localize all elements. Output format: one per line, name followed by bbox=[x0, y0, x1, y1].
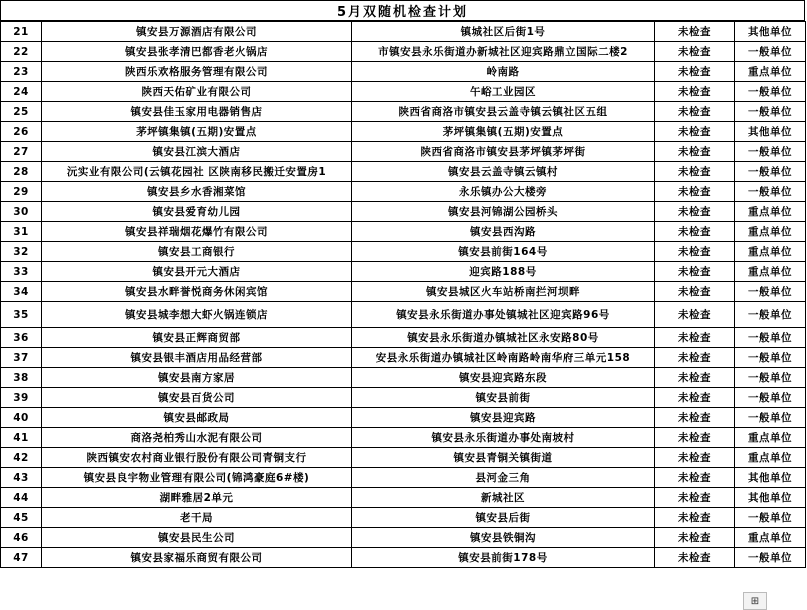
cell-unit-name[interactable]: 茅坪镇集镇(五期)安置点 bbox=[42, 122, 352, 142]
cell-row-number[interactable]: 23 bbox=[1, 62, 42, 82]
table-row bbox=[1, 82, 806, 102]
cell-row-number[interactable]: 43 bbox=[1, 468, 42, 488]
cell-unit-name[interactable]: 镇安县工商银行 bbox=[42, 242, 352, 262]
cell-row-number[interactable]: 46 bbox=[1, 528, 42, 548]
table-row bbox=[1, 182, 806, 202]
cell-address[interactable]: 市镇安县永乐街道办新城社区迎宾路鼎立国际二楼2 bbox=[352, 42, 655, 62]
cell-status[interactable]: 未检查 bbox=[655, 328, 735, 348]
cell-unit-name[interactable]: 湖畔雅居2单元 bbox=[42, 488, 352, 508]
cell-row-number[interactable]: 24 bbox=[1, 82, 42, 102]
cell-address[interactable]: 镇安县青铜关镇街道 bbox=[352, 448, 655, 468]
cell-unit-type[interactable]: 一般单位 bbox=[735, 368, 806, 388]
cell-row-number[interactable]: 34 bbox=[1, 282, 42, 302]
paste-options-icon[interactable]: ⊞ bbox=[743, 592, 767, 610]
cell-status[interactable]: 未检查 bbox=[655, 468, 735, 488]
cell-unit-name[interactable]: 镇安县邮政局 bbox=[42, 408, 352, 428]
cell-unit-name[interactable]: 镇安县民生公司 bbox=[42, 528, 352, 548]
table-row bbox=[1, 222, 806, 242]
cell-row-number[interactable]: 25 bbox=[1, 102, 42, 122]
cell-unit-type[interactable]: 重点单位 bbox=[735, 428, 806, 448]
cell-unit-type[interactable]: 一般单位 bbox=[735, 408, 806, 428]
cell-status[interactable]: 未检查 bbox=[655, 348, 735, 368]
cell-address[interactable]: 镇安县铁铜沟 bbox=[352, 528, 655, 548]
cell-unit-name[interactable]: 镇安县家福乐商贸有限公司 bbox=[42, 548, 352, 568]
cell-unit-name[interactable]: 镇安县乡水香湘菜馆 bbox=[42, 182, 352, 202]
table-row bbox=[1, 102, 806, 122]
cell-status[interactable]: 未检查 bbox=[655, 282, 735, 302]
cell-unit-type[interactable]: 一般单位 bbox=[735, 102, 806, 122]
cell-unit-name[interactable]: 镇安县银丰酒店用品经营部 bbox=[42, 348, 352, 368]
cell-row-number[interactable]: 29 bbox=[1, 182, 42, 202]
table-row bbox=[1, 508, 806, 528]
cell-row-number[interactable]: 31 bbox=[1, 222, 42, 242]
table-row bbox=[1, 468, 806, 488]
cell-unit-type[interactable]: 一般单位 bbox=[735, 508, 806, 528]
cell-address[interactable]: 镇安县迎宾路 bbox=[352, 408, 655, 428]
cell-status[interactable]: 未检查 bbox=[655, 508, 735, 528]
cell-status[interactable]: 未检查 bbox=[655, 122, 735, 142]
cell-unit-name[interactable]: 镇安县佳玉家用电器销售店 bbox=[42, 102, 352, 122]
table-row bbox=[1, 22, 806, 42]
cell-row-number[interactable]: 44 bbox=[1, 488, 42, 508]
table-row bbox=[1, 162, 806, 182]
cell-row-number[interactable]: 21 bbox=[1, 22, 42, 42]
cell-row-number[interactable]: 38 bbox=[1, 368, 42, 388]
cell-row-number[interactable]: 42 bbox=[1, 448, 42, 468]
cell-address[interactable]: 镇安县迎宾路东段 bbox=[352, 368, 655, 388]
cell-address[interactable]: 镇安县永乐街道办镇城社区永安路80号 bbox=[352, 328, 655, 348]
cell-unit-type[interactable]: 重点单位 bbox=[735, 448, 806, 468]
cell-unit-name[interactable]: 镇安县江滨大酒店 bbox=[42, 142, 352, 162]
cell-address[interactable]: 午峪工业园区 bbox=[352, 82, 655, 102]
cell-unit-type[interactable]: 一般单位 bbox=[735, 162, 806, 182]
cell-status[interactable]: 未检查 bbox=[655, 82, 735, 102]
cell-status[interactable]: 未检查 bbox=[655, 528, 735, 548]
cell-status[interactable]: 未检查 bbox=[655, 368, 735, 388]
table-row bbox=[1, 242, 806, 262]
inspection-table bbox=[0, 21, 806, 568]
cell-unit-type[interactable]: 其他单位 bbox=[735, 488, 806, 508]
cell-row-number[interactable]: 33 bbox=[1, 262, 42, 282]
table-row bbox=[1, 42, 806, 62]
cell-status[interactable]: 未检查 bbox=[655, 162, 735, 182]
cell-unit-name[interactable]: 陕西乐欢格服务管理有限公司 bbox=[42, 62, 352, 82]
cell-unit-type[interactable]: 一般单位 bbox=[735, 328, 806, 348]
cell-unit-type[interactable]: 一般单位 bbox=[735, 548, 806, 568]
cell-row-number[interactable]: 27 bbox=[1, 142, 42, 162]
table-row bbox=[1, 548, 806, 568]
cell-address[interactable]: 镇城社区后街1号 bbox=[352, 22, 655, 42]
table-row bbox=[1, 142, 806, 162]
table-row bbox=[1, 448, 806, 468]
cell-address[interactable]: 镇安县永乐街道办事处镇城社区迎宾路96号 bbox=[352, 302, 655, 328]
table-row bbox=[1, 348, 806, 368]
cell-status[interactable]: 未检查 bbox=[655, 388, 735, 408]
cell-unit-name[interactable]: 镇安县南方家居 bbox=[42, 368, 352, 388]
cell-status[interactable]: 未检查 bbox=[655, 102, 735, 122]
cell-row-number[interactable]: 32 bbox=[1, 242, 42, 262]
cell-row-number[interactable]: 36 bbox=[1, 328, 42, 348]
cell-address[interactable]: 茅坪镇集镇(五期)安置点 bbox=[352, 122, 655, 142]
cell-unit-name[interactable]: 商洛尧柏秀山水泥有限公司 bbox=[42, 428, 352, 448]
cell-status[interactable]: 未检查 bbox=[655, 62, 735, 82]
cell-unit-type[interactable]: 一般单位 bbox=[735, 302, 806, 328]
cell-unit-type[interactable]: 一般单位 bbox=[735, 388, 806, 408]
cell-unit-type[interactable]: 重点单位 bbox=[735, 242, 806, 262]
table-row bbox=[1, 388, 806, 408]
cell-unit-name[interactable]: 镇安县祥瑞烟花爆竹有限公司 bbox=[42, 222, 352, 242]
cell-unit-name[interactable]: 镇安县水畔誉悦商务休闲宾馆 bbox=[42, 282, 352, 302]
table-row bbox=[1, 302, 806, 328]
cell-address[interactable]: 新城社区 bbox=[352, 488, 655, 508]
cell-status[interactable]: 未检查 bbox=[655, 448, 735, 468]
cell-unit-name[interactable]: 镇安县城李想大虾火锅连锁店 bbox=[42, 302, 352, 328]
table-row bbox=[1, 282, 806, 302]
cell-unit-type[interactable]: 重点单位 bbox=[735, 202, 806, 222]
cell-row-number[interactable]: 28 bbox=[1, 162, 42, 182]
cell-address[interactable]: 镇安县永乐街道办事处南坡村 bbox=[352, 428, 655, 448]
cell-unit-name[interactable]: 镇安县万源酒店有限公司 bbox=[42, 22, 352, 42]
cell-address[interactable]: 镇安县前街 bbox=[352, 388, 655, 408]
cell-address[interactable]: 镇安县河锦湖公园桥头 bbox=[352, 202, 655, 222]
table-row bbox=[1, 262, 806, 282]
cell-row-number[interactable]: 26 bbox=[1, 122, 42, 142]
cell-row-number[interactable]: 41 bbox=[1, 428, 42, 448]
cell-status[interactable]: 未检查 bbox=[655, 488, 735, 508]
table-row bbox=[1, 62, 806, 82]
cell-unit-type[interactable]: 重点单位 bbox=[735, 528, 806, 548]
cell-address[interactable]: 岭南路 bbox=[352, 62, 655, 82]
cell-address[interactable]: 迎宾路188号 bbox=[352, 262, 655, 282]
cell-address[interactable]: 镇安县前街178号 bbox=[352, 548, 655, 568]
cell-address[interactable]: 安县永乐街道办镇城社区岭南路岭南华府三单元158 bbox=[352, 348, 655, 368]
cell-unit-name[interactable]: 镇安县爱育幼儿园 bbox=[42, 202, 352, 222]
cell-status[interactable]: 未检查 bbox=[655, 142, 735, 162]
cell-unit-type[interactable]: 一般单位 bbox=[735, 282, 806, 302]
cell-unit-type[interactable]: 其他单位 bbox=[735, 468, 806, 488]
cell-status[interactable]: 未检查 bbox=[655, 302, 735, 328]
table-row bbox=[1, 528, 806, 548]
cell-address[interactable]: 镇安县西沟路 bbox=[352, 222, 655, 242]
cell-row-number[interactable]: 39 bbox=[1, 388, 42, 408]
table-row bbox=[1, 408, 806, 428]
cell-status[interactable]: 未检查 bbox=[655, 262, 735, 282]
cell-unit-type[interactable]: 重点单位 bbox=[735, 262, 806, 282]
cell-status[interactable]: 未检查 bbox=[655, 222, 735, 242]
cell-status[interactable]: 未检查 bbox=[655, 408, 735, 428]
cell-unit-type[interactable]: 一般单位 bbox=[735, 82, 806, 102]
cell-unit-name[interactable]: 老干局 bbox=[42, 508, 352, 528]
cell-status[interactable]: 未检查 bbox=[655, 202, 735, 222]
cell-address[interactable]: 陕西省商洛市镇安县云盖寺镇云镇社区五组 bbox=[352, 102, 655, 122]
cell-unit-name[interactable]: 镇安县良宇物业管理有限公司(锦鸿豪庭6#楼) bbox=[42, 468, 352, 488]
table-row bbox=[1, 122, 806, 142]
cell-unit-type[interactable]: 重点单位 bbox=[735, 62, 806, 82]
cell-unit-name[interactable]: 镇安县百货公司 bbox=[42, 388, 352, 408]
cell-unit-name[interactable]: 沅实业有限公司(云镇花园社 区陕南移民搬迁安置房1 bbox=[42, 162, 352, 182]
cell-status[interactable]: 未检查 bbox=[655, 182, 735, 202]
cell-address[interactable]: 陕西省商洛市镇安县茅坪镇茅坪街 bbox=[352, 142, 655, 162]
cell-row-number[interactable]: 40 bbox=[1, 408, 42, 428]
cell-address[interactable]: 永乐镇办公大楼旁 bbox=[352, 182, 655, 202]
table-row bbox=[1, 488, 806, 508]
cell-unit-type[interactable]: 其他单位 bbox=[735, 122, 806, 142]
cell-unit-type[interactable]: 一般单位 bbox=[735, 142, 806, 162]
cell-status[interactable]: 未检查 bbox=[655, 42, 735, 62]
cell-address[interactable]: 镇安县后街 bbox=[352, 508, 655, 528]
cell-status[interactable]: 未检查 bbox=[655, 242, 735, 262]
cell-unit-type[interactable]: 其他单位 bbox=[735, 22, 806, 42]
cell-unit-type[interactable]: 一般单位 bbox=[735, 348, 806, 368]
cell-row-number[interactable]: 22 bbox=[1, 42, 42, 62]
cell-row-number[interactable]: 30 bbox=[1, 202, 42, 222]
cell-address[interactable]: 镇安县城区火车站桥南拦河坝畔 bbox=[352, 282, 655, 302]
table-row bbox=[1, 202, 806, 222]
cell-row-number[interactable]: 35 bbox=[1, 302, 42, 328]
cell-status[interactable]: 未检查 bbox=[655, 22, 735, 42]
sheet-title: 5月双随机检查计划 bbox=[0, 0, 805, 21]
cell-unit-type[interactable]: 一般单位 bbox=[735, 182, 806, 202]
cell-status[interactable]: 未检查 bbox=[655, 548, 735, 568]
cell-address[interactable]: 镇安县前街164号 bbox=[352, 242, 655, 262]
cell-unit-type[interactable]: 一般单位 bbox=[735, 42, 806, 62]
cell-unit-type[interactable]: 重点单位 bbox=[735, 222, 806, 242]
cell-unit-name[interactable]: 陕西镇安农村商业银行股份有限公司青铜支行 bbox=[42, 448, 352, 468]
cell-unit-name[interactable]: 镇安县正辉商贸部 bbox=[42, 328, 352, 348]
cell-unit-name[interactable]: 镇安县开元大酒店 bbox=[42, 262, 352, 282]
cell-row-number[interactable]: 45 bbox=[1, 508, 42, 528]
table-row bbox=[1, 428, 806, 448]
cell-status[interactable]: 未检查 bbox=[655, 428, 735, 448]
table-row bbox=[1, 328, 806, 348]
cell-unit-name[interactable]: 陕西天佑矿业有限公司 bbox=[42, 82, 352, 102]
table-row bbox=[1, 368, 806, 388]
cell-address[interactable]: 镇安县云盖寺镇云镇村 bbox=[352, 162, 655, 182]
cell-row-number[interactable]: 47 bbox=[1, 548, 42, 568]
cell-unit-name[interactable]: 镇安县张孝清巴都香老火锅店 bbox=[42, 42, 352, 62]
cell-address[interactable]: 县河金三角 bbox=[352, 468, 655, 488]
cell-row-number[interactable]: 37 bbox=[1, 348, 42, 368]
